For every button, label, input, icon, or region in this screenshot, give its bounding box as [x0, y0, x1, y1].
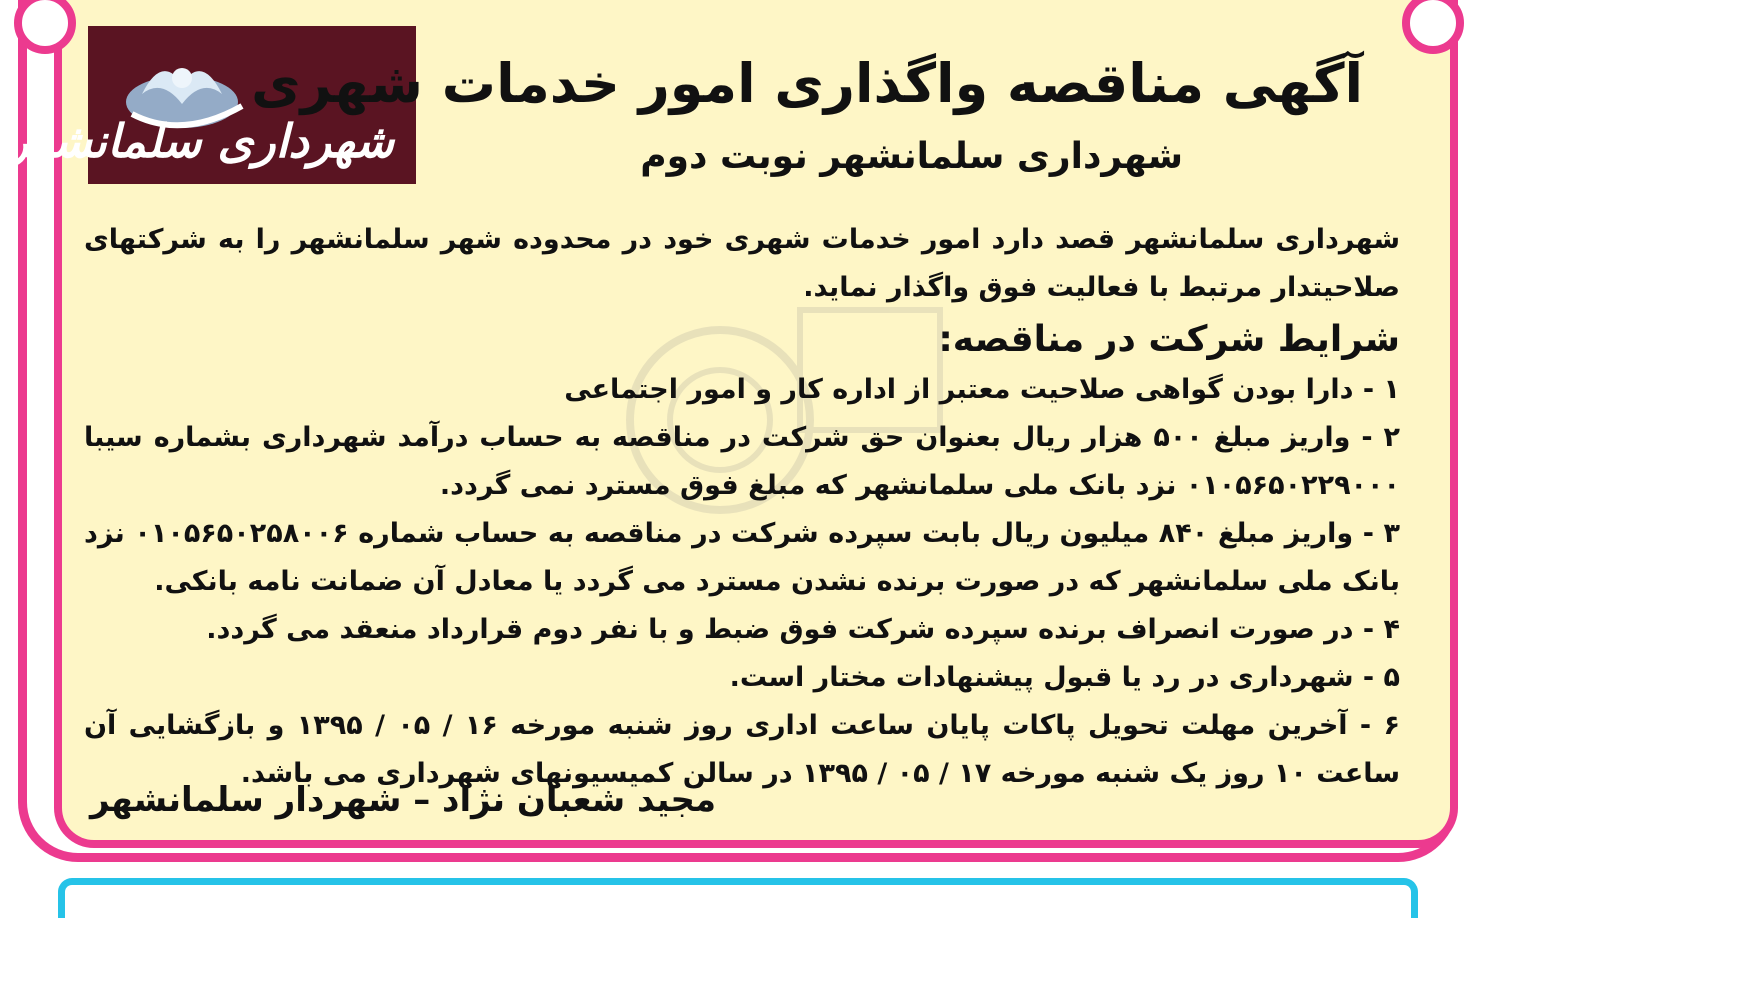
- notice-title: آگهی مناقصه واگذاری امور خدمات شهری: [251, 52, 1363, 115]
- condition-item: ۳ - واریز مبلغ ۸۴۰ میلیون ریال بابت سپرده شرکت در مناقصه به حساب شماره ۰۱۰۵۶۵۰۲۵۸۰۰۶ نزد بانک ملی سلمانشهر که در صورت برنده نشدن مسترد می گردد یا معادل آن ضمانت نامه بانکی.: [84, 518, 1400, 597]
- next-notice-border: [58, 878, 1418, 918]
- condition-item: ۶ - آخرین مهلت تحویل پاکات پایان ساعت اداری روز شنبه مورخه ۱۶ / ۰۵ / ۱۳۹۵ و بازگشایی آن ساعت ۱۰ روز یک شنبه مورخه ۱۷ / ۰۵ / ۱۳۹۵ در سالن کمیسیونهای شهرداری می باشد.: [84, 710, 1400, 789]
- condition-item: ۵ - شهرداری در رد یا قبول پیشنهادات مختار است.: [729, 662, 1400, 693]
- condition-item: ۴ - در صورت انصراف برنده سپرده شرکت فوق ضبط و با نفر دوم قرارداد منعقد می گردد.: [206, 614, 1400, 645]
- notice-body: [84, 216, 1400, 798]
- condition-item: ۲ - واریز مبلغ ۵۰۰ هزار ریال بعنوان حق شرکت در مناقصه به حساب درآمد شهرداری بشماره سیبا ۰۱۰۵۶۵۰۲۲۹۰۰۰ نزد بانک ملی سلمانشهر که مبلغ فوق مسترد نمی گردد.: [84, 422, 1400, 501]
- intro-paragraph: شهرداری سلمانشهر قصد دارد امور خدمات شهری خود در محدوده شهر سلمانشهر را به شرکتهای صلاحیتدار مرتبط با فعالیت فوق واگذار نماید.: [84, 224, 1400, 303]
- conditions-heading: شرایط شرکت در مناقصه:: [938, 319, 1400, 360]
- signature: مجید شعبان نژاد – شهردار سلمانشهر: [90, 780, 717, 820]
- logo-text: شهرداری سلمانشهر: [6, 114, 394, 168]
- condition-item: ۱ - دارا بودن گواهی صلاحیت معتبر از اداره کار و امور اجتماعی: [564, 374, 1400, 405]
- notice-subtitle: شهرداری سلمانشهر نوبت دوم: [640, 136, 1183, 177]
